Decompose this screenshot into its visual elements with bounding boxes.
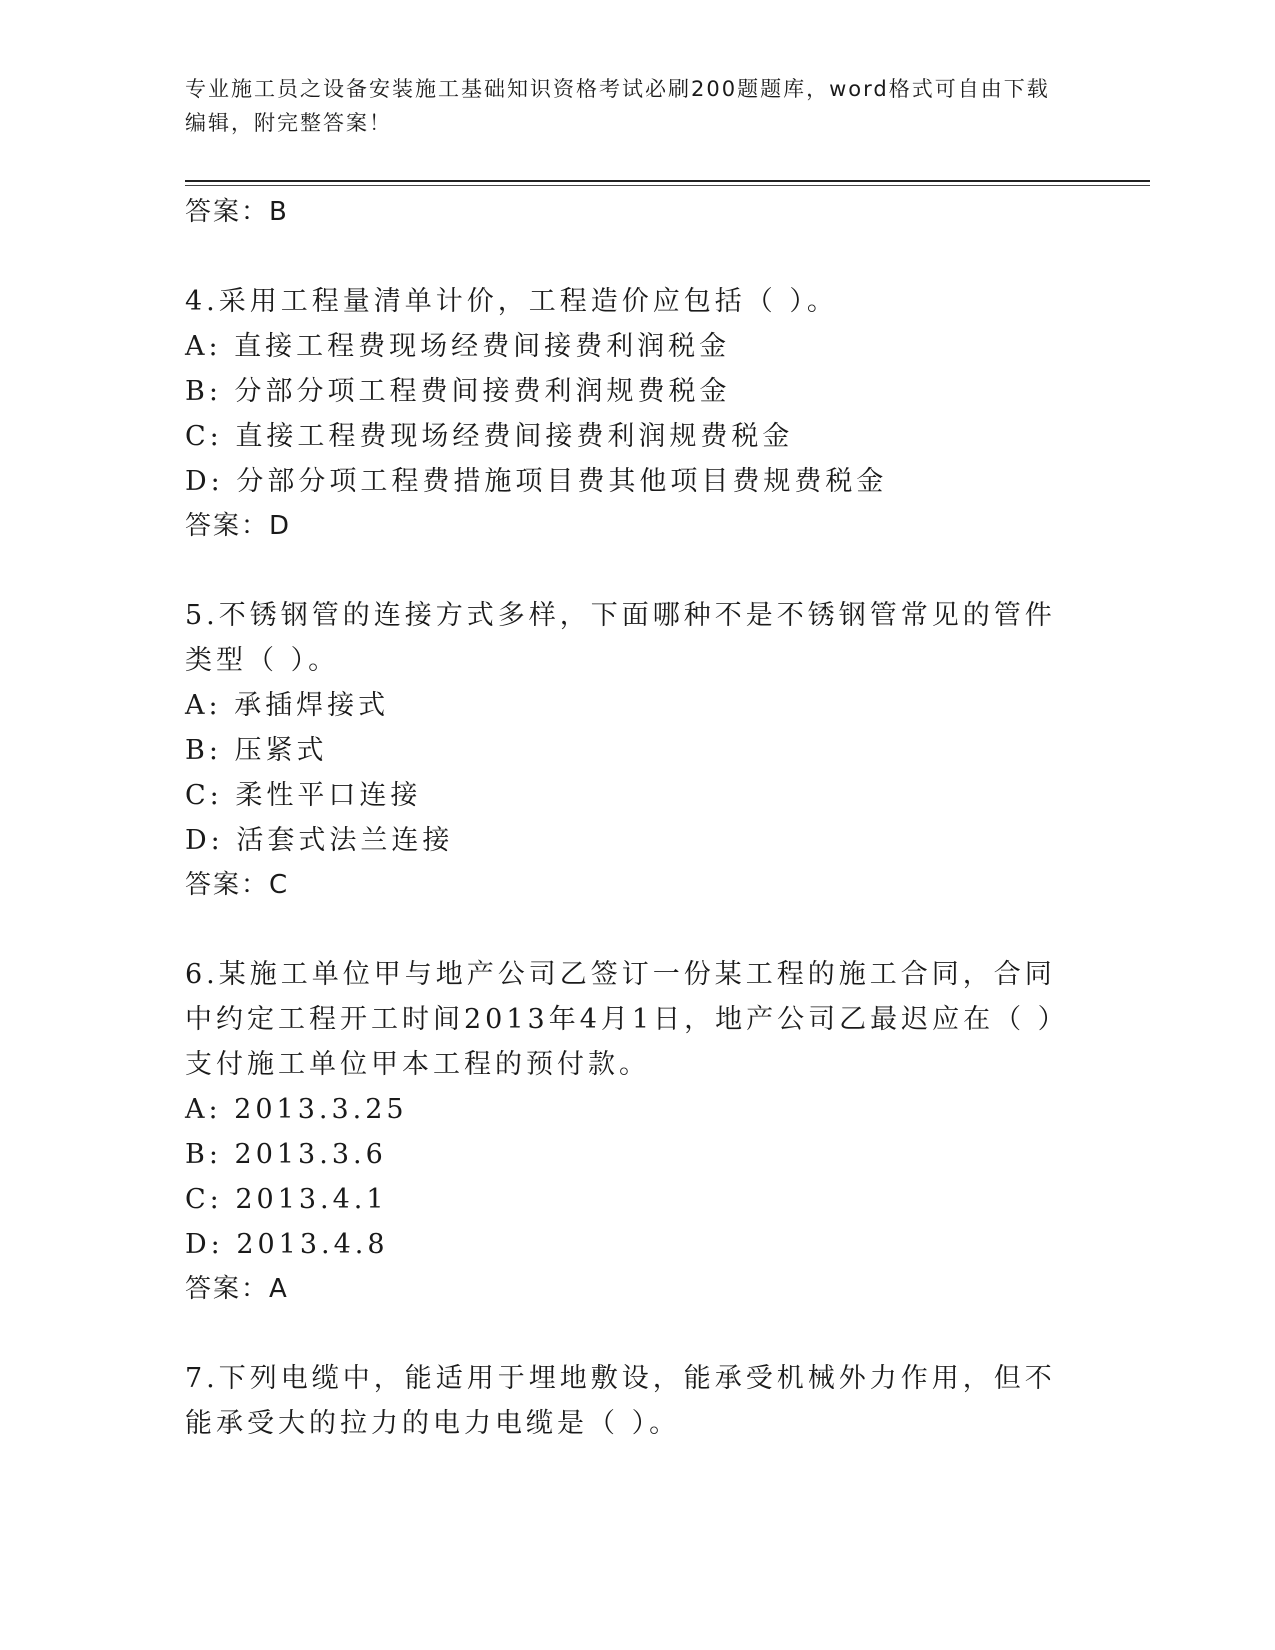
question-6 <box>185 952 1065 1312</box>
question-text: 5.不锈钢管的连接方式多样，下面哪种不是不锈钢管常见的管件类型（ ）。 <box>185 600 1056 676</box>
answer-line: 答案：A <box>185 1274 289 1304</box>
option-a: A: 直接工程费现场经费间接费利润税金 <box>185 331 731 362</box>
document-header: 专业施工员之设备安装施工基础知识资格考试必刷200题题库，word格式可自由下载编辑，附完整答案！ <box>185 77 1050 135</box>
option-c: C: 柔性平口连接 <box>185 780 422 811</box>
spacer <box>185 549 1065 593</box>
option-b: B: 2013.3.6 <box>185 1139 387 1170</box>
question-list <box>185 190 1065 1446</box>
previous-answer: 答案：B <box>185 197 289 227</box>
option-b: B: 压紧式 <box>185 735 328 766</box>
option-b: B: 分部分项工程费间接费利润规费税金 <box>185 376 731 407</box>
question-4 <box>185 279 1065 549</box>
question-text: 6.某施工单位甲与地产公司乙签订一份某工程的施工合同，合同中约定工程开工时间2013年4月1日，地产公司乙最迟应在（ ）支付施工单位甲本工程的预付款。 <box>185 959 1056 1080</box>
option-c: C: 2013.4.1 <box>185 1184 388 1215</box>
answer-line: 答案：C <box>185 870 290 900</box>
question-text: 7.下列电缆中，能适用于埋地敷设，能承受机械外力作用，但不能承受大的拉力的电力电缆是（ ）。 <box>185 1363 1056 1439</box>
option-a: A: 2013.3.25 <box>185 1094 408 1125</box>
header-rule-thick <box>185 180 1150 182</box>
option-d: D: 分部分项工程费措施项目费其他项目费规费税金 <box>185 466 888 497</box>
question-text: 4.采用工程量清单计价，工程造价应包括（ ）。 <box>185 286 838 317</box>
question-5 <box>185 593 1065 908</box>
option-d: D: 活套式法兰连接 <box>185 825 454 856</box>
header-rule-thin <box>185 185 1150 186</box>
option-c: C: 直接工程费现场经费间接费利润规费税金 <box>185 421 794 452</box>
option-d: D: 2013.4.8 <box>185 1229 389 1260</box>
answer-line: 答案：D <box>185 511 292 541</box>
option-a: A: 承插焊接式 <box>185 690 390 721</box>
spacer <box>185 908 1065 952</box>
spacer <box>185 235 1065 279</box>
question-7 <box>185 1356 1065 1446</box>
spacer <box>185 1312 1065 1356</box>
